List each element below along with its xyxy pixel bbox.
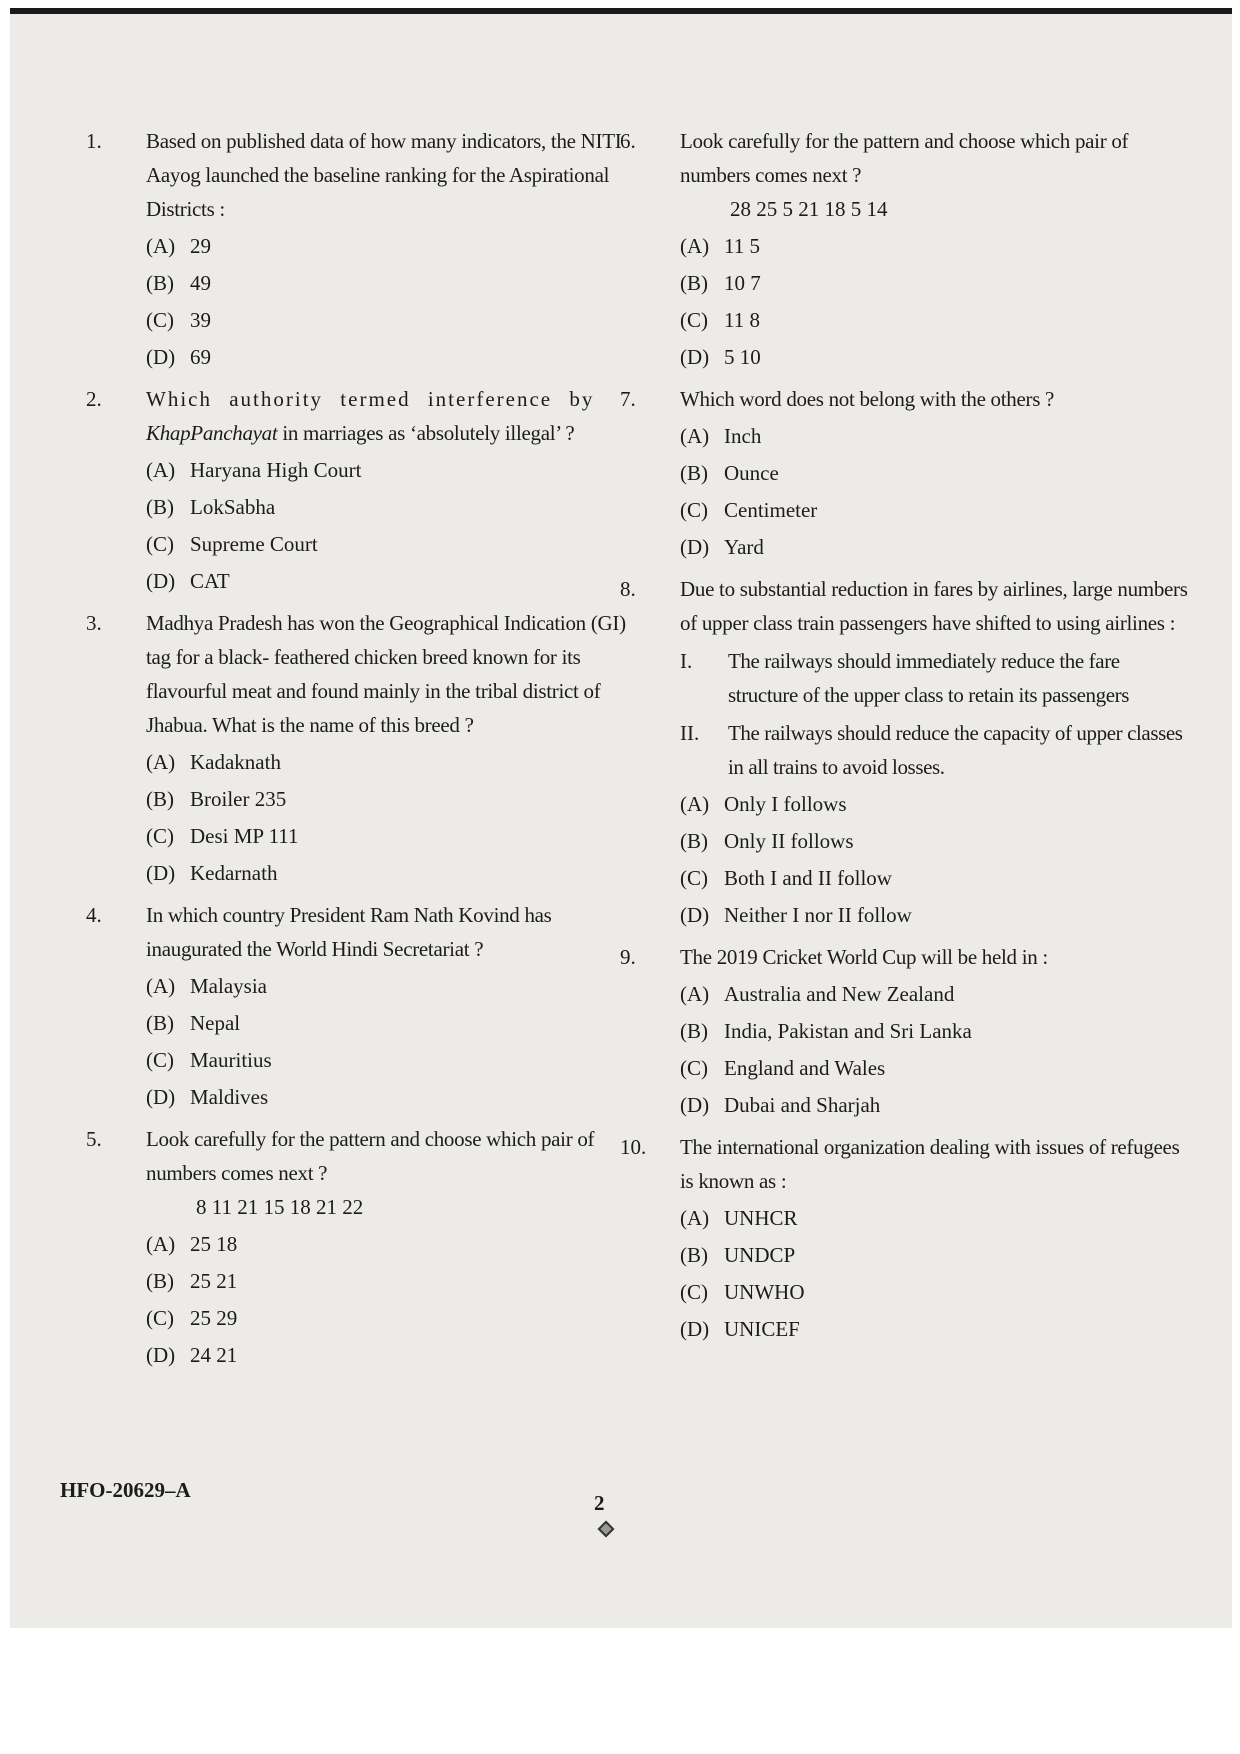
option-b [146,781,648,818]
option-c [680,302,1192,339]
question-9 [622,940,1192,1124]
option-d [680,529,1192,566]
option-key: (A) [146,750,176,774]
question-body [146,606,648,892]
question-text: Madhya Pradesh has won the Geographical Indication (GI) tag for a black- feathered chicken breed known for its flavourful meat and found mainly in the tribal district of Jhabua. What is the name of this breed ? [146,611,626,737]
options-list [680,786,1192,934]
option-c [146,302,648,339]
question-number: 5. [86,1127,102,1151]
option-key: (A) [680,234,710,258]
option-key: (B) [146,271,174,295]
option-text: Nepal [190,1011,241,1035]
option-key: (A) [680,982,710,1006]
question-text-italic: KhapPanchayat [146,421,278,445]
option-a [680,786,1192,823]
option-text: India, Pakistan and Sri Lanka [724,1019,972,1043]
option-key: (C) [680,308,708,332]
option-text: Only I follows [724,792,847,816]
question-text: Look carefully for the pattern and choose which pair of numbers comes next ? [146,1127,595,1185]
option-b [146,1263,648,1300]
option-key: (A) [680,1206,710,1230]
question-3 [88,606,648,892]
option-key: (B) [680,1243,708,1267]
question-body [146,1122,648,1374]
option-c [680,860,1192,897]
options-list [680,228,1192,376]
question-number: 6. [620,129,636,153]
question-number: 4. [86,903,102,927]
option-text: CAT [190,569,230,593]
option-b [146,1005,648,1042]
option-b [680,823,1192,860]
question-8 [622,572,1192,934]
question-number: 10. [620,1135,647,1159]
statement-key: II. [680,721,700,745]
option-key: (C) [146,532,174,556]
question-number: 8. [620,577,636,601]
question-text: In which country President Ram Nath Kovind has inaugurated the World Hindi Secretariat ? [146,903,552,961]
option-text: England and Wales [724,1056,886,1080]
option-key: (B) [146,1269,174,1293]
question-text-line [146,421,574,445]
option-text: Haryana High Court [190,458,362,482]
option-text: 11 8 [724,308,760,332]
left-column [88,124,648,1380]
question-10 [622,1130,1192,1348]
option-b [146,265,648,302]
option-text: Broiler 235 [190,787,287,811]
option-key: (B) [680,829,708,853]
option-text: UNWHO [724,1280,805,1304]
option-text: Both I and II follow [724,866,892,890]
option-key: (B) [680,1019,708,1043]
option-key: (A) [146,974,176,998]
option-text: Malaysia [190,974,267,998]
question-text: Due to substantial reduction in fares by airlines, large numbers of upper class train passengers have shifted to using airlines : [680,577,1188,635]
question-text: Which word does not belong with the others ? [680,387,1055,411]
option-text: 39 [190,308,211,332]
option-b [680,455,1192,492]
options-list [146,744,648,892]
option-text: LokSabha [190,495,276,519]
option-key: (D) [680,535,710,559]
option-key: (C) [146,1048,174,1072]
option-b [680,1013,1192,1050]
option-text: Desi MP 111 [190,824,299,848]
option-a [680,1200,1192,1237]
question-body [680,940,1192,1124]
question-number: 9. [620,945,636,969]
question-text: Based on published data of how many indicators, the NITI Aayog launched the baseline ranking for the Aspirational Districts : [146,129,622,221]
option-key: (D) [146,861,176,885]
right-column [622,124,1192,1354]
option-key: (C) [680,1280,708,1304]
option-c [680,1050,1192,1087]
option-key: (A) [680,424,710,448]
option-text: 24 21 [190,1343,238,1367]
question-body [680,124,1192,376]
question-text: Look carefully for the pattern and choose which pair of numbers comes next ? [680,129,1129,187]
option-text: Kedarnath [190,861,278,885]
option-d [146,1337,648,1374]
option-key: (C) [680,1056,708,1080]
option-d [680,1311,1192,1348]
option-key: (B) [146,1011,174,1035]
option-a [146,968,648,1005]
option-d [146,339,648,376]
question-1 [88,124,648,376]
option-text: Supreme Court [190,532,318,556]
question-7 [622,382,1192,566]
question-text: The 2019 Cricket World Cup will be held in : [680,945,1048,969]
option-d [146,563,648,600]
statement-text: The railways should immediately reduce the fare structure of the upper class to retain its passengers [728,649,1130,707]
option-c [680,492,1192,529]
option-text: UNICEF [724,1317,800,1341]
option-key: (B) [146,495,174,519]
statement-key: I. [680,649,693,673]
number-sequence: 28 25 5 21 18 5 14 [730,197,888,221]
option-key: (C) [146,308,174,332]
option-text: 25 18 [190,1232,238,1256]
option-text: 25 29 [190,1306,238,1330]
statement [680,644,1192,712]
option-text: 25 21 [190,1269,238,1293]
options-list [680,418,1192,566]
option-a [680,418,1192,455]
option-text: 29 [190,234,211,258]
question-body [680,1130,1192,1348]
diamond-icon [598,1521,615,1538]
option-c [146,818,648,855]
option-a [680,228,1192,265]
exam-page [10,8,1232,1628]
option-key: (C) [146,1306,174,1330]
option-a [680,976,1192,1013]
option-key: (B) [146,787,174,811]
option-a [146,228,648,265]
option-key: (D) [680,1093,710,1117]
option-key: (B) [680,271,708,295]
question-number: 7. [620,387,636,411]
option-text: UNDCP [724,1243,796,1267]
question-text-prefix: Which authority termed interference by [146,387,595,411]
option-key: (B) [680,461,708,485]
option-text: Yard [724,535,764,559]
question-text-suffix: in marriages as ‘absolutely illegal’ ? [277,421,575,445]
option-key: (D) [680,345,710,369]
option-key: (D) [680,1317,710,1341]
options-list [146,968,648,1116]
paper-code: HFO-20629–A [60,1478,191,1502]
option-text: Ounce [724,461,779,485]
option-key: (A) [680,792,710,816]
option-b [680,1237,1192,1274]
option-key: (A) [146,1232,176,1256]
option-c [680,1274,1192,1311]
option-key: (C) [146,824,174,848]
option-key: (A) [146,458,176,482]
number-sequence: 8 11 21 15 18 21 22 [196,1195,364,1219]
options-list [146,1226,648,1374]
option-a [146,744,648,781]
option-b [680,265,1192,302]
option-text: Neither I nor II follow [724,903,912,927]
option-key: (D) [146,1343,176,1367]
options-list [680,976,1192,1124]
options-list [146,452,648,600]
option-d [680,339,1192,376]
page-number: 2 [594,1491,605,1515]
option-a [146,1226,648,1263]
question-body [146,382,648,600]
option-a [146,452,648,489]
option-b [146,489,648,526]
question-6 [622,124,1192,376]
question-4 [88,898,648,1116]
statement [680,716,1192,784]
option-text: UNHCR [724,1206,798,1230]
question-body [146,898,648,1116]
option-text: Australia and New Zealand [724,982,955,1006]
option-text: Inch [724,424,762,448]
option-key: (D) [146,1085,176,1109]
option-text: Only II follows [724,829,854,853]
option-c [146,526,648,563]
question-body [680,572,1192,934]
options-list [680,1200,1192,1348]
option-key: (A) [146,234,176,258]
option-text: 10 7 [724,271,761,295]
option-key: (C) [680,866,708,890]
question-text: The international organization dealing with issues of refugees is known as : [680,1135,1180,1193]
option-text: Centimeter [724,498,818,522]
option-text: Kadaknath [190,750,281,774]
question-number: 2. [86,387,102,411]
question-text [146,382,648,450]
option-key: (D) [680,903,710,927]
option-c [146,1042,648,1079]
question-2 [88,382,648,600]
question-5 [88,1122,648,1374]
option-text: Dubai and Sharjah [724,1093,881,1117]
option-key: (D) [146,569,176,593]
option-d [680,897,1192,934]
question-number: 1. [86,129,102,153]
option-text: 69 [190,345,211,369]
options-list [146,228,648,376]
option-d [680,1087,1192,1124]
option-text: Mauritius [190,1048,272,1072]
question-body [680,382,1192,566]
option-text: 5 10 [724,345,761,369]
option-d [146,1079,648,1116]
option-key: (C) [680,498,708,522]
option-text: 49 [190,271,211,295]
option-text: 11 5 [724,234,760,258]
question-body [146,124,648,376]
option-d [146,855,648,892]
option-c [146,1300,648,1337]
option-text: Maldives [190,1085,269,1109]
statement-text: The railways should reduce the capacity of upper classes in all trains to avoid losses. [728,721,1183,779]
question-number: 3. [86,611,102,635]
option-key: (D) [146,345,176,369]
